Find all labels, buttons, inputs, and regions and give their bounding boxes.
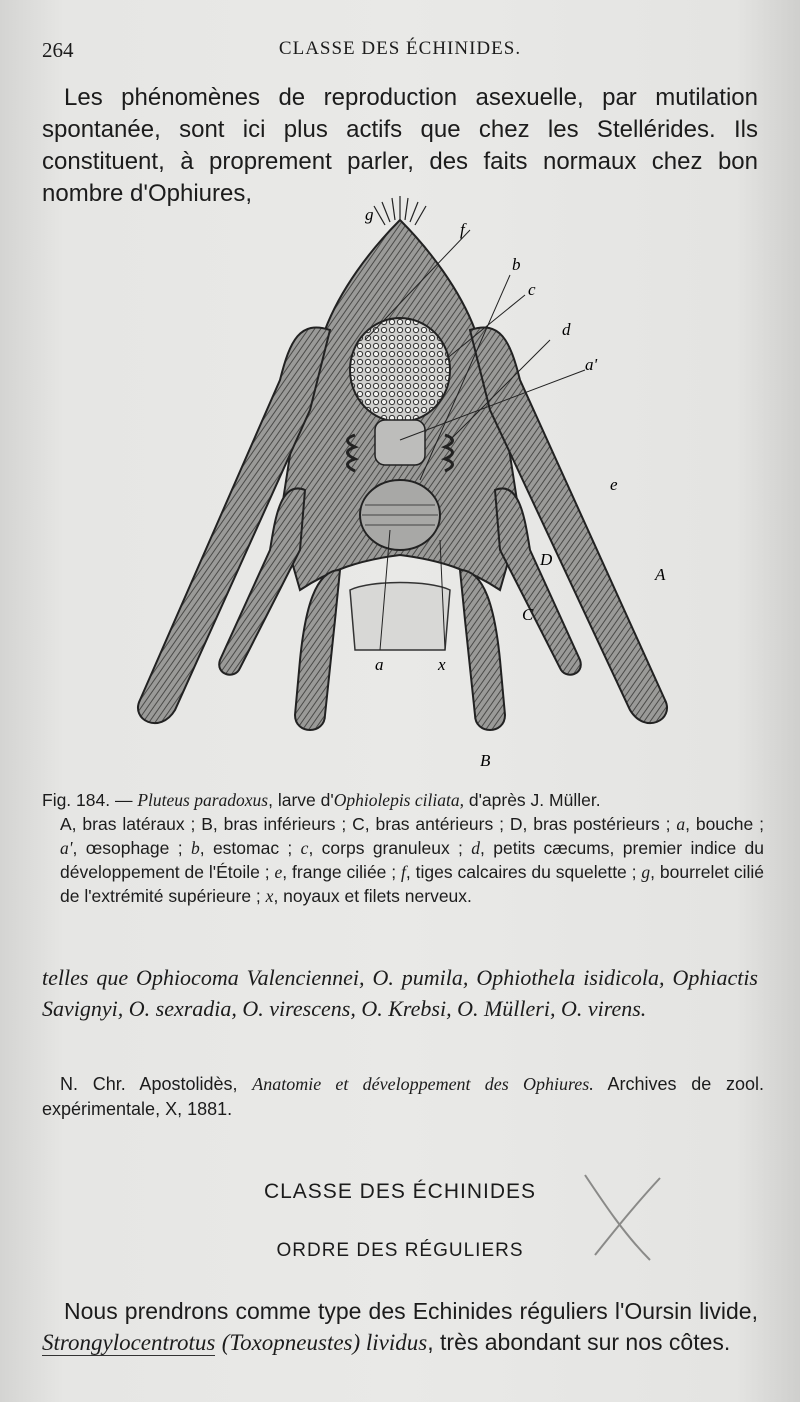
paragraph-asexual-reproduction: Les phénomènes de reproduction asexuelle, par mutilation spontanée, sont ici plus actifs que chez les Stellérides. Ils constituent, à proprement parler, des faits normaux chez bon nombre d'Ophiures, xyxy=(42,84,758,207)
bibliographic-reference: N. Chr. Apostolidès, Anatomie et développement des Ophiures. Archives de zool. expérimentale, X, 1881. xyxy=(42,1074,765,1119)
label-b: b xyxy=(512,255,521,274)
label-A: A xyxy=(655,565,666,584)
granular-body xyxy=(350,318,450,422)
label-c: c xyxy=(528,280,536,299)
label-B: B xyxy=(480,751,491,770)
label-g: g xyxy=(365,205,374,224)
oesophagus xyxy=(375,420,425,465)
label-x: x xyxy=(438,655,446,674)
paragraph-type-species: Nous prendrons comme type des Echinides réguliers l'Oursin livide, Strongylocentrotus (Toxopneustes) lividus, très abondant sur nos côtes. xyxy=(42,1298,758,1355)
paragraph-ophiures-list: telles que Ophiocoma Valenciennei, O. pumila, Ophiothela isidicola, Ophiactis Savignyi, O. sexradia, O. virescens, O. Krebsi, O. Mülleri, O. virens. xyxy=(42,965,758,1021)
label-a: a xyxy=(375,655,384,674)
label-d: d xyxy=(562,320,571,339)
page-number: 264 xyxy=(42,38,74,62)
running-head xyxy=(42,38,758,68)
figure-caption: Fig. 184. — Pluteus paradoxus, larve d'Ophiolepis ciliata, d'après J. Müller. A, bras latéraux ; B, bras inférieurs ; C, bras antérieurs ; D, bras postérieurs ; a, bouche ; a', œsophage ; b, estomac ; c, corps granuleux ; d, petits cæcums, premier indice du développement de l'Étoile ; e, frange ciliée ; f, tiges calcaires du squelette ; g, bourrelet cilié de l'extrémité supérieure ; x, noyaux et filets nerveux. xyxy=(42,790,765,906)
arm-right-inferior xyxy=(460,570,505,730)
label-C: C xyxy=(522,605,534,624)
label-a-prime: a' xyxy=(585,355,598,374)
running-title: CLASSE DES ÉCHINIDES. xyxy=(278,38,522,59)
label-e: e xyxy=(610,475,618,494)
arm-left-inferior xyxy=(295,570,340,730)
heading-order: ORDRE DES RÉGULIERS xyxy=(276,1240,524,1261)
figure-pluteus-larva xyxy=(100,190,700,770)
label-f: f xyxy=(460,220,465,239)
heading-class: CLASSE DES ÉCHINIDES xyxy=(263,1180,537,1203)
label-D: D xyxy=(540,550,553,569)
